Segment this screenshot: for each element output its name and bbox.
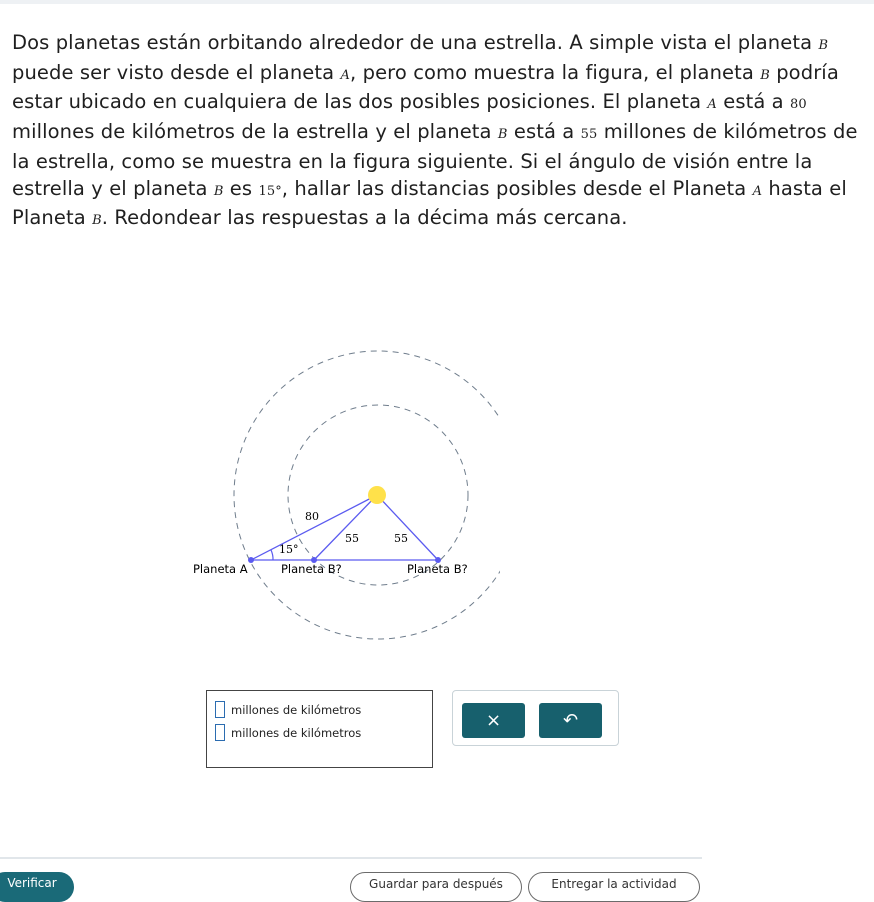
undo-icon: ↶ [562, 710, 579, 731]
variable-a: A [752, 183, 763, 199]
answer-input-1[interactable] [215, 701, 225, 718]
planet-a-point [248, 557, 254, 563]
label-55-right: 55 [394, 532, 408, 545]
problem-text-segment: millones de kilómetros de la estrella y el planeta [12, 120, 498, 144]
variable-b: B [92, 213, 102, 229]
label-planet-a: Planeta A [193, 562, 248, 576]
variable-b: B [760, 67, 770, 83]
undo-button[interactable] [539, 703, 602, 738]
clear-button[interactable] [462, 703, 525, 738]
number-55: 55 [580, 127, 598, 143]
variable-a: A [340, 67, 350, 83]
problem-text-segment: millones de kilómetros de la estrella, como se muestra en la figura siguiente. Si el ángulo de visión entre la estrella y el planeta [12, 120, 858, 200]
problem-text-segment: está a [716, 90, 791, 114]
answer-row [215, 701, 361, 718]
problem-text-segment: Dos planetas están orbitando alrededor de una estrella. A simple vista el planeta [12, 31, 819, 54]
answer-box [206, 690, 433, 768]
close-icon: × [485, 710, 502, 731]
problem-text [12, 30, 862, 235]
problem-text-segment: . Redondear las respuestas a la décima más cercana. [101, 206, 628, 230]
number-80: 80 [790, 97, 807, 113]
label-planet-b2: Planeta B? [407, 562, 468, 576]
orbit-figure [180, 340, 500, 650]
label-80: 80 [305, 510, 319, 523]
variable-b: B [213, 183, 224, 199]
variable-a: A [707, 97, 717, 113]
answer-input-2[interactable] [215, 724, 225, 741]
top-bar [0, 0, 874, 4]
outer-orbit [234, 351, 500, 639]
keypad [452, 690, 619, 746]
problem-text-segment: está a [507, 120, 581, 144]
answer-unit: millones de kilómetros [231, 702, 362, 717]
side-55-right [377, 495, 438, 560]
problem-text-segment: hasta el Planeta [12, 176, 847, 230]
problem-text-segment: , hallar las distancias posibles desde el Planeta [281, 176, 753, 200]
problem-text-segment: puede ser visto desde el planeta [12, 60, 341, 84]
problem-text-segment: es [223, 176, 259, 200]
side-80 [251, 495, 377, 560]
star-icon [368, 486, 386, 504]
variable-b: B [818, 38, 829, 53]
footer-divider [0, 857, 702, 859]
label-planet-b1: Planeta B? [281, 562, 342, 576]
side-55-left [314, 495, 377, 560]
label-55-left: 55 [345, 532, 359, 545]
problem-text-segment: , pero como muestra la figura, el planeta [350, 60, 761, 84]
answer-row [215, 724, 361, 741]
check-button[interactable]: Verificar [0, 872, 74, 902]
answer-unit: millones de kilómetros [231, 725, 362, 740]
submit-activity-button[interactable]: Entregar la actividad [528, 872, 700, 902]
label-angle: 15° [279, 543, 299, 556]
save-for-later-button[interactable]: Guardar para después [350, 872, 522, 902]
angle-value: 15° [258, 183, 282, 199]
angle-arc [271, 550, 273, 560]
problem-text-segment: podría estar ubicado en cualquiera de las dos posibles posiciones. El planeta [12, 60, 839, 114]
variable-b: B [497, 127, 508, 143]
